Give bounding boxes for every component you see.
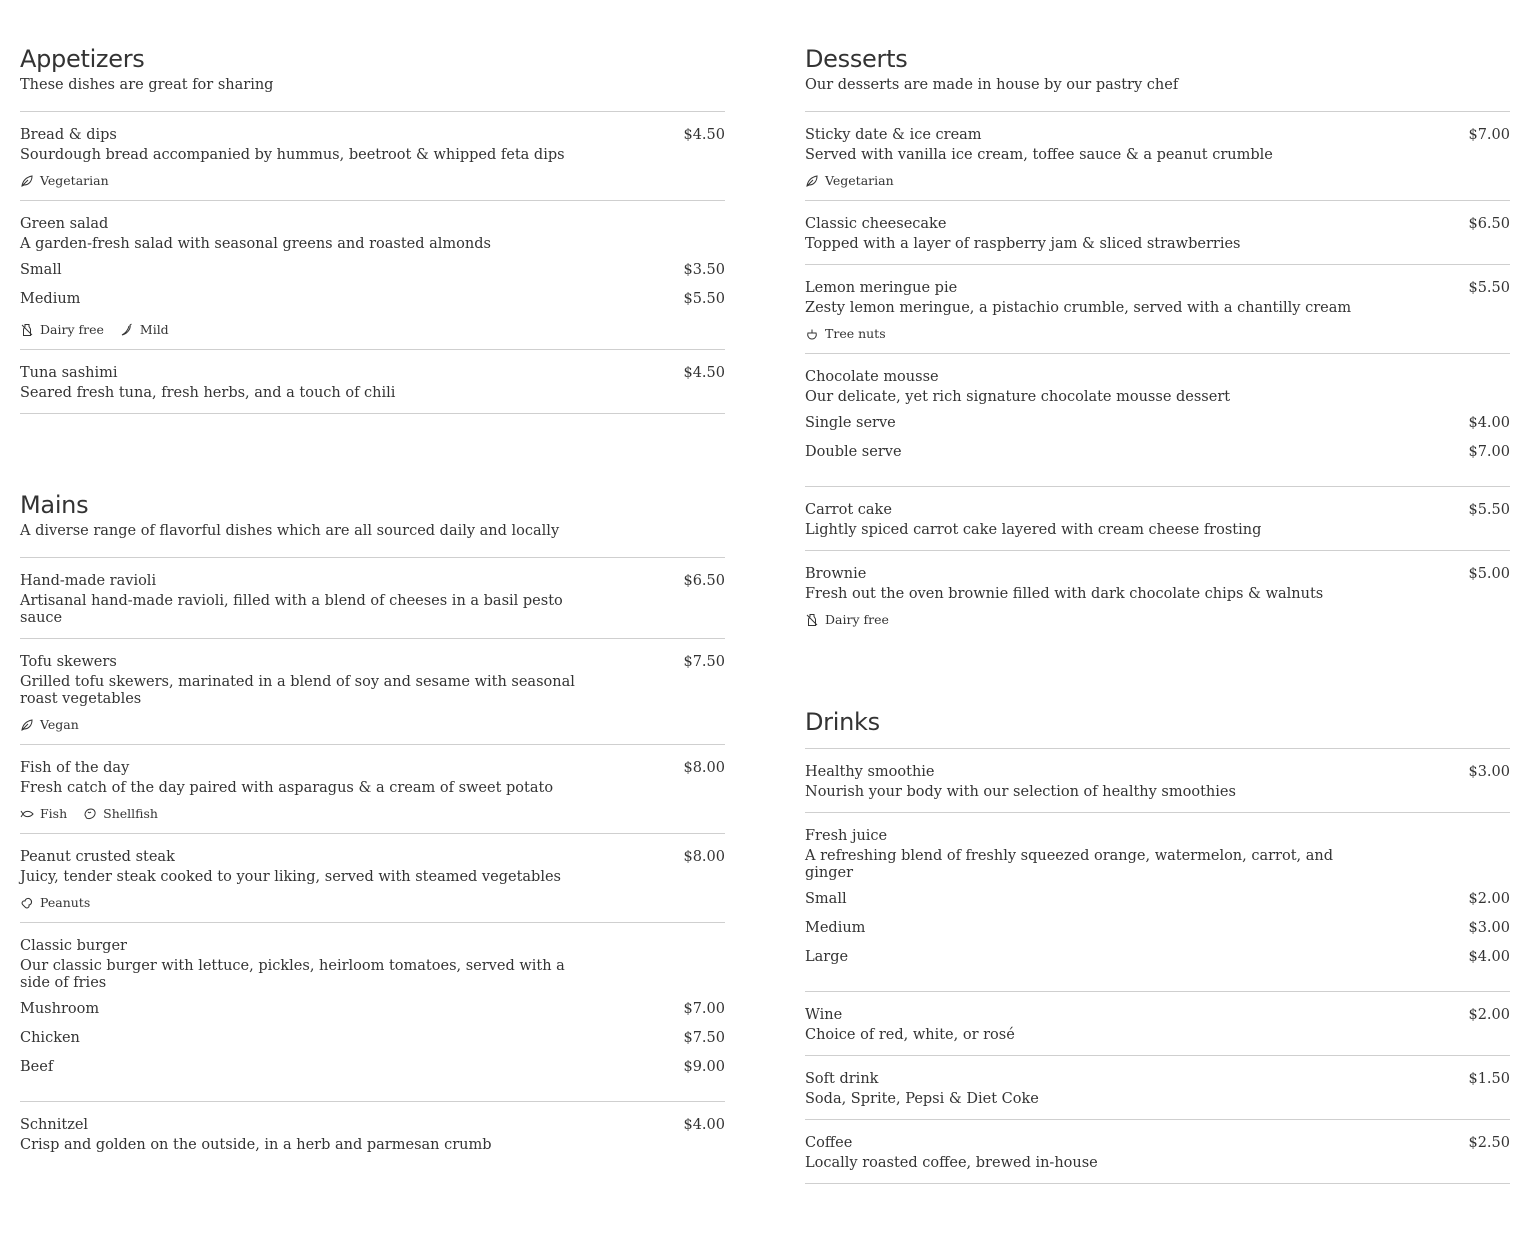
option-price: $4.00 [1468, 415, 1510, 431]
dietary-tag-label: Peanuts [40, 895, 91, 910]
menu-item[interactable] [805, 813, 1510, 992]
item-price: $8.00 [683, 849, 725, 865]
section-appetizers [20, 44, 725, 414]
menu-item[interactable] [805, 1056, 1510, 1120]
item-name: Coffee [805, 1135, 853, 1151]
item-option[interactable] [805, 890, 1510, 908]
item-option[interactable] [20, 290, 725, 308]
shellfish-icon [83, 807, 97, 821]
item-price: $6.50 [683, 573, 725, 589]
menu-item[interactable] [805, 1120, 1510, 1184]
menu-item[interactable] [805, 551, 1510, 639]
option-price: $7.00 [1468, 444, 1510, 460]
item-price: $1.50 [1468, 1071, 1510, 1087]
menu-item[interactable] [20, 350, 725, 414]
dietary-tag [805, 173, 894, 189]
dietary-tag [20, 895, 90, 911]
item-option[interactable] [20, 1000, 725, 1018]
dietary-tags [805, 173, 1510, 189]
leaf-icon [805, 174, 819, 188]
section-title: Appetizers [20, 45, 145, 73]
dietary-tag [805, 326, 886, 342]
item-description: Fresh out the oven brownie filled with dark chocolate chips & walnuts [805, 586, 1324, 602]
item-description: Artisanal hand-made ravioli, filled with a blend of cheeses in a basil pesto sauce [20, 593, 563, 626]
item-description: Locally roasted coffee, brewed in-house [805, 1155, 1098, 1171]
item-description: Choice of red, white, or rosé [805, 1027, 1015, 1043]
menu-item[interactable] [805, 265, 1510, 354]
leaf-icon [20, 718, 34, 732]
item-name: Hand-made ravioli [20, 573, 157, 589]
item-description: A garden-fresh salad with seasonal greens and roasted almonds [20, 236, 491, 252]
dietary-tag-label: Fish [40, 806, 68, 821]
item-description: Our delicate, yet rich signature chocolate mousse dessert [805, 389, 1231, 405]
item-description: Sourdough bread accompanied by hummus, beetroot & whipped feta dips [20, 147, 565, 163]
menu-item[interactable] [805, 201, 1510, 265]
item-price: $4.50 [683, 127, 725, 143]
item-price: $5.50 [1468, 502, 1510, 518]
item-options [805, 414, 1510, 475]
menu-item[interactable] [20, 201, 725, 350]
item-price: $5.50 [1468, 280, 1510, 296]
item-description: Nourish your body with our selection of healthy smoothies [805, 784, 1236, 800]
dietary-tag [20, 173, 109, 189]
item-option[interactable] [20, 1029, 725, 1047]
menu-item[interactable] [20, 1102, 725, 1165]
dairy-free-icon [20, 323, 34, 337]
section-subtitle: Our desserts are made in house by our pastry chef [805, 77, 1179, 93]
item-description: Fresh catch of the day paired with asparagus & a cream of sweet potato [20, 780, 554, 796]
fish-icon [20, 807, 34, 821]
option-price: $5.50 [683, 291, 725, 307]
section-drinks [805, 707, 1510, 1184]
item-description: A refreshing blend of freshly squeezed orange, watermelon, carrot, and ginger [805, 848, 1334, 881]
item-description: Grilled tofu skewers, marinated in a blend of soy and sesame with seasonal roast vegetables [20, 674, 575, 707]
item-option[interactable] [20, 261, 725, 279]
item-price: $2.00 [1468, 1007, 1510, 1023]
item-name: Healthy smoothie [805, 764, 935, 780]
option-label: Beef [20, 1059, 54, 1075]
option-label: Small [20, 262, 62, 278]
section-header [20, 44, 725, 112]
section-header [805, 707, 1510, 749]
dietary-tags [20, 717, 725, 733]
menu-item[interactable] [805, 354, 1510, 487]
dietary-tag-label: Shellfish [103, 806, 158, 821]
dietary-tags [20, 322, 725, 338]
dietary-tag-label: Vegan [40, 717, 79, 732]
item-option[interactable] [805, 919, 1510, 937]
dietary-tag [805, 612, 889, 628]
option-price: $7.50 [683, 1030, 725, 1046]
menu-item[interactable] [805, 112, 1510, 201]
item-options [20, 261, 725, 322]
menu-item[interactable] [20, 834, 725, 923]
item-description: Topped with a layer of raspberry jam & sliced strawberries [805, 236, 1241, 252]
item-name: Wine [805, 1007, 843, 1023]
menu-item[interactable] [805, 487, 1510, 551]
option-label: Small [805, 891, 847, 907]
item-description: Seared fresh tuna, fresh herbs, and a touch of chili [20, 385, 396, 401]
option-label: Double serve [805, 444, 902, 460]
item-name: Schnitzel [20, 1117, 89, 1133]
item-name: Bread & dips [20, 127, 117, 143]
dietary-tag-label: Vegetarian [825, 173, 894, 188]
menu-item[interactable] [20, 112, 725, 201]
item-description: Served with vanilla ice cream, toffee sauce & a peanut crumble [805, 147, 1273, 163]
item-name: Chocolate mousse [805, 369, 939, 385]
item-price: $2.50 [1468, 1135, 1510, 1151]
item-name: Carrot cake [805, 502, 892, 518]
item-name: Brownie [805, 566, 867, 582]
option-price: $3.00 [1468, 920, 1510, 936]
item-name: Lemon meringue pie [805, 280, 958, 296]
item-price: $4.50 [683, 365, 725, 381]
item-name: Fish of the day [20, 760, 130, 776]
dietary-tag [83, 806, 158, 822]
item-name: Soft drink [805, 1071, 879, 1087]
item-name: Peanut crusted steak [20, 849, 175, 865]
item-price: $6.50 [1468, 216, 1510, 232]
section-header [20, 490, 725, 558]
item-price: $4.00 [683, 1117, 725, 1133]
option-price: $2.00 [1468, 891, 1510, 907]
dietary-tags [805, 326, 1510, 342]
item-description: Crisp and golden on the outside, in a herb and parmesan crumb [20, 1137, 492, 1153]
option-label: Medium [805, 920, 866, 936]
menu-item[interactable] [805, 992, 1510, 1056]
option-label: Medium [20, 291, 81, 307]
item-price: $8.00 [683, 760, 725, 776]
section-title: Drinks [805, 708, 880, 736]
item-name: Tofu skewers [20, 654, 117, 670]
option-label: Mushroom [20, 1001, 100, 1017]
menu-item[interactable] [805, 749, 1510, 813]
item-options [805, 890, 1510, 980]
item-options [20, 1000, 725, 1090]
option-price: $7.00 [683, 1001, 725, 1017]
item-option[interactable] [805, 948, 1510, 966]
item-name: Fresh juice [805, 828, 888, 844]
item-option[interactable] [805, 414, 1510, 432]
dietary-tags [20, 806, 725, 822]
menu-item[interactable] [20, 923, 725, 1102]
option-label: Large [805, 949, 849, 965]
peanut-icon [20, 896, 34, 910]
option-price: $3.50 [683, 262, 725, 278]
menu-item[interactable] [20, 558, 725, 639]
option-price: $4.00 [1468, 949, 1510, 965]
dietary-tags [20, 895, 725, 911]
option-price: $9.00 [683, 1059, 725, 1075]
option-label: Single serve [805, 415, 896, 431]
item-price: $7.00 [1468, 127, 1510, 143]
item-description: Zesty lemon meringue, a pistachio crumble, served with a chantilly cream [805, 300, 1352, 316]
item-name: Green salad [20, 216, 109, 232]
dietary-tags [20, 173, 725, 189]
menu-column-right [805, 44, 1510, 1260]
item-name: Sticky date & ice cream [805, 127, 982, 143]
dietary-tag [120, 322, 169, 338]
item-name: Tuna sashimi [20, 365, 118, 381]
dairy-free-icon [805, 613, 819, 627]
item-description: Our classic burger with lettuce, pickles, heirloom tomatoes, served with a side of fries [20, 958, 565, 991]
section-mains [20, 490, 725, 1165]
item-price: $7.50 [683, 654, 725, 670]
dietary-tag [20, 806, 67, 822]
section-header [805, 44, 1510, 112]
dietary-tag-label: Dairy free [825, 612, 889, 627]
tree-nut-icon [805, 327, 819, 341]
item-option[interactable] [20, 1058, 725, 1076]
menu-item[interactable] [20, 639, 725, 745]
dietary-tags [805, 612, 1510, 628]
item-description: Juicy, tender steak cooked to your liking, served with steamed vegetables [20, 869, 561, 885]
item-description: Lightly spiced carrot cake layered with cream cheese frosting [805, 522, 1262, 538]
menu-column-left [20, 44, 725, 1241]
dietary-tag-label: Mild [139, 322, 169, 337]
menu-item[interactable] [20, 745, 725, 834]
section-desserts [805, 44, 1510, 639]
dietary-tag [20, 322, 104, 338]
dietary-tag-label: Vegetarian [40, 173, 109, 188]
option-label: Chicken [20, 1030, 80, 1046]
section-title: Desserts [805, 45, 908, 73]
section-subtitle: A diverse range of flavorful dishes which are all sourced daily and locally [20, 523, 560, 539]
dietary-tag-label: Dairy free [40, 322, 104, 337]
section-subtitle: These dishes are great for sharing [20, 77, 274, 93]
item-option[interactable] [805, 443, 1510, 461]
dietary-tag [20, 717, 79, 733]
item-name: Classic burger [20, 938, 127, 954]
section-title: Mains [20, 491, 89, 519]
item-description: Soda, Sprite, Pepsi & Diet Coke [805, 1091, 1039, 1107]
item-price: $5.00 [1468, 566, 1510, 582]
chili-icon [120, 323, 134, 337]
item-name: Classic cheesecake [805, 216, 947, 232]
dietary-tag-label: Tree nuts [825, 326, 886, 341]
leaf-icon [20, 174, 34, 188]
item-price: $3.00 [1468, 764, 1510, 780]
